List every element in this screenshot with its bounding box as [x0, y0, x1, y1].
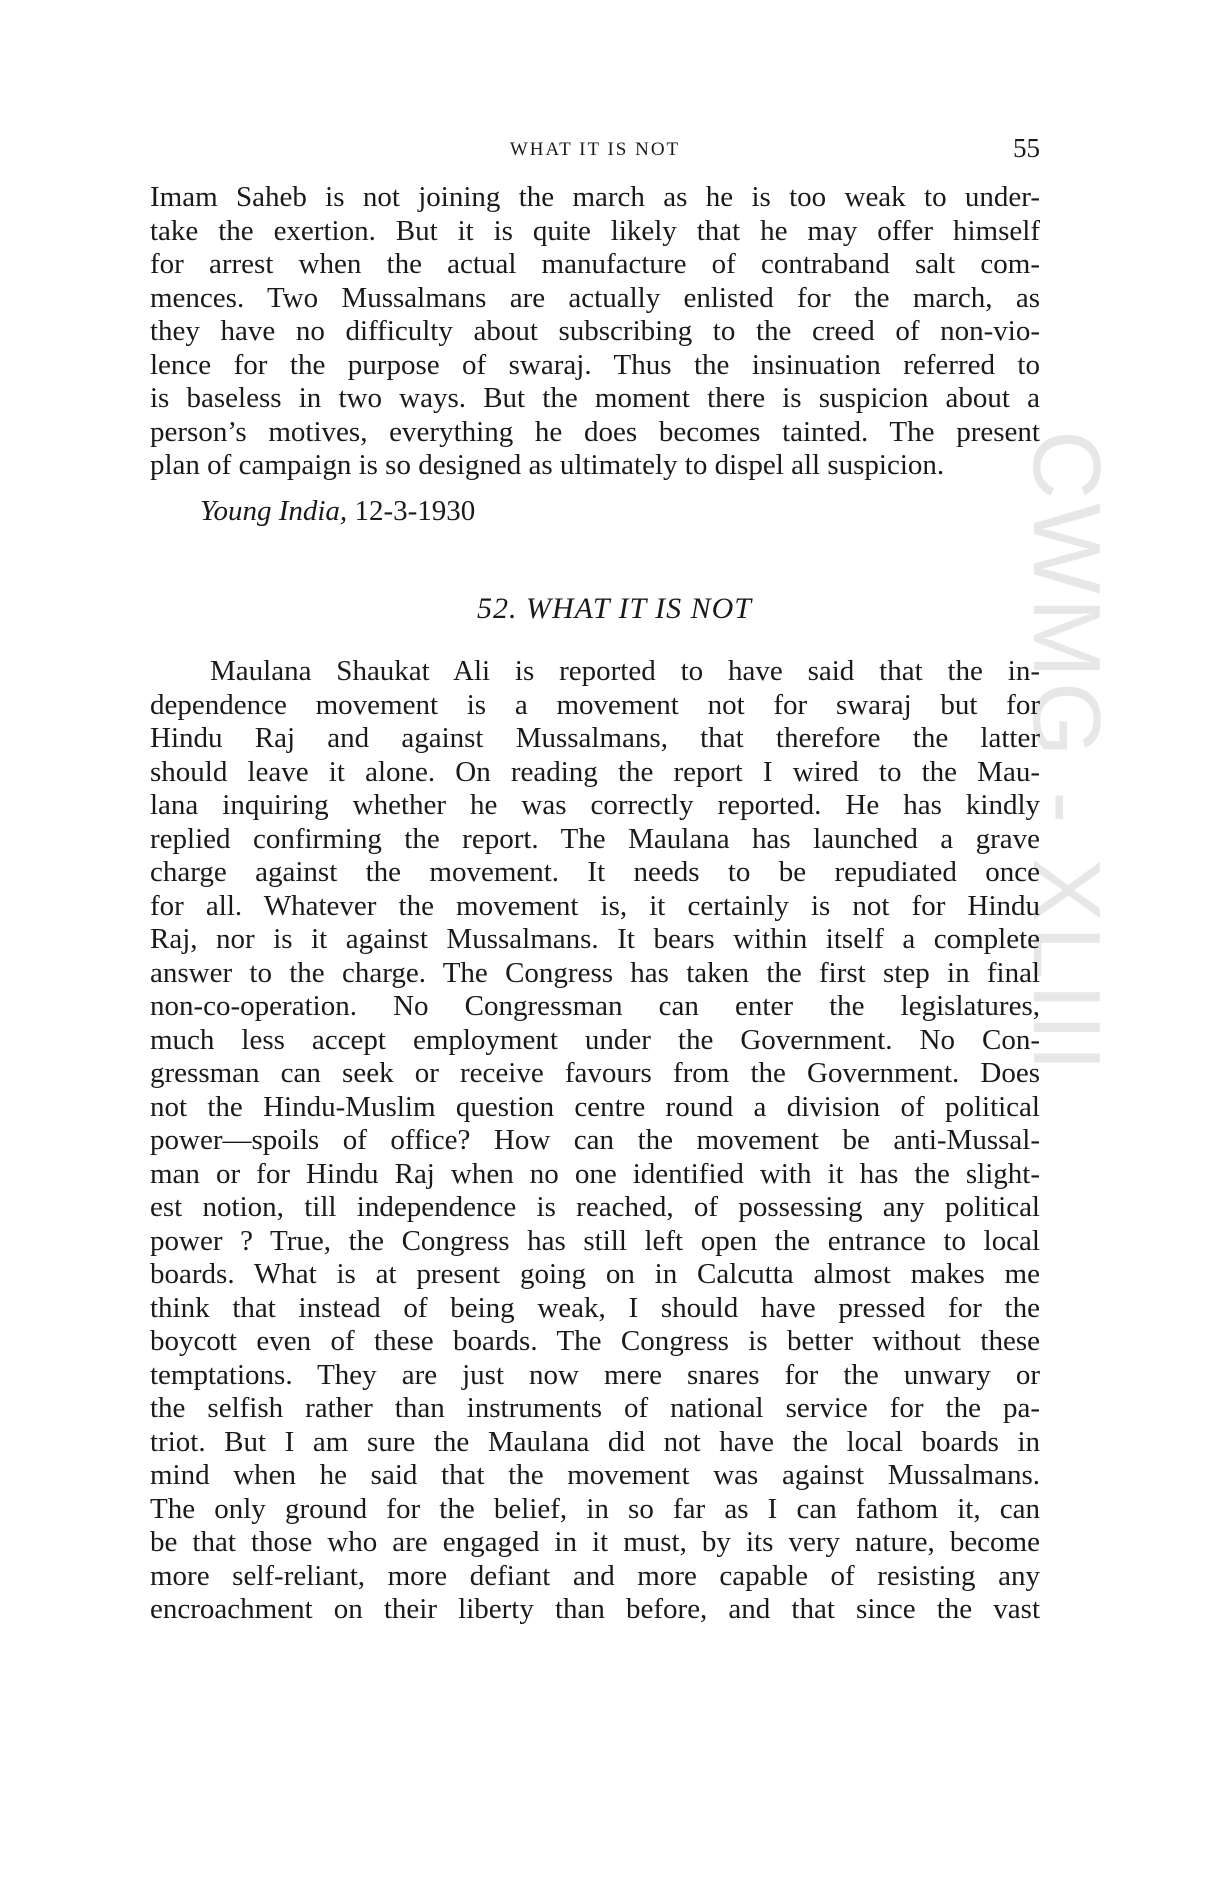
text-line: boycott even of these boards. The Congress is better without these: [150, 1325, 1040, 1357]
text-line: think that instead of being weak, I should have pressed for the: [150, 1291, 1040, 1324]
text-line: not the Hindu-Muslim question centre round a division of political: [150, 1090, 1040, 1123]
text-line: dependence movement is a movement not for swaraj but for: [150, 688, 1040, 721]
text-line: mind when he said that the movement was against Mussalmans.: [150, 1459, 1040, 1491]
text-line: Hindu Raj and against Mussalmans, that therefore the latter: [150, 722, 1040, 754]
text-line: for arrest when the actual manufacture of contraband salt com-: [150, 248, 1040, 280]
text-line: for all. Whatever the movement is, it certainly is not for Hindu: [150, 889, 1040, 922]
source-citation: [200, 495, 475, 528]
text-line: Imam Saheb is not joining the march as he is too weak to under-: [150, 181, 1040, 213]
text-line: lence for the purpose of swaraj. Thus the insinuation referred to: [150, 348, 1040, 381]
source-publication: Young India,: [200, 495, 348, 527]
text-line: power—spoils of office? How can the movement be anti-Mussal-: [150, 1124, 1040, 1156]
text-line: power ? True, the Congress has still left open the entrance to local: [150, 1224, 1040, 1257]
text-line: should leave it alone. On reading the report I wired to the Mau-: [150, 755, 1040, 788]
text-line: temptations. They are just now mere snares for the unwary or: [150, 1358, 1040, 1391]
text-line: mences. Two Mussalmans are actually enlisted for the march, as: [150, 281, 1040, 314]
text-line: more self-reliant, more defiant and more capable of resisting any: [150, 1559, 1040, 1592]
text-line: is baseless in two ways. But the moment there is suspicion about a: [150, 382, 1040, 414]
text-line: plan of campaign is so designed as ultimately to dispel all suspicion.: [150, 449, 945, 481]
text-line: answer to the charge. The Congress has taken the first step in final: [150, 956, 1040, 989]
text-line: much less accept employment under the Government. No Con-: [150, 1023, 1040, 1056]
section-title: 52. WHAT IT IS NOT: [477, 592, 752, 625]
text-line: lana inquiring whether he was correctly reported. He has kindly: [150, 789, 1040, 821]
page-number: 55: [1013, 133, 1040, 163]
text-line: the selfish rather than instruments of national service for the pa-: [150, 1392, 1040, 1424]
text-line: gressman can seek or receive favours from the Government. Does: [150, 1057, 1040, 1089]
article-body: [150, 655, 1040, 1627]
text-line: Maulana Shaukat Ali is reported to have said that the in-: [210, 655, 1040, 687]
source-date: 12-3-1930: [347, 495, 476, 527]
previous-article-text: [150, 181, 1040, 483]
text-line: they have no difficulty about subscribing to the creed of non-vio-: [150, 315, 1040, 347]
text-line: The only ground for the belief, in so far as I can fathom it, can: [150, 1492, 1040, 1525]
text-line: Raj, nor is it against Mussalmans. It bears within itself a complete: [150, 923, 1040, 955]
text-line: est notion, till independence is reached, of possessing any political: [150, 1191, 1040, 1223]
running-title: WHAT IT IS NOT: [509, 139, 681, 160]
text-line: man or for Hindu Raj when no one identified with it has the slight-: [150, 1157, 1040, 1190]
text-line: boards. What is at present going on in Calcutta almost makes me: [150, 1258, 1040, 1290]
text-line: be that those who are engaged in it must, by its very nature, become: [150, 1526, 1040, 1558]
watermark-text: CWMG - XLIII: [1013, 430, 1120, 1076]
running-header: [150, 135, 1040, 171]
text-line: take the exertion. But it is quite likely that he may offer himself: [150, 214, 1040, 247]
text-line: person’s motives, everything he does becomes tainted. The present: [150, 415, 1040, 448]
text-line: triot. But I am sure the Maulana did not have the local boards in: [150, 1425, 1040, 1458]
watermark: [1013, 430, 1120, 1470]
text-line: replied confirming the report. The Maulana has launched a grave: [150, 822, 1040, 855]
text-line: non-co-operation. No Congressman can enter the legislatures,: [150, 990, 1040, 1022]
text-line: encroachment on their liberty than before, and that since the vast: [150, 1593, 1040, 1625]
text-line: charge against the movement. It needs to be repudiated once: [150, 856, 1040, 888]
